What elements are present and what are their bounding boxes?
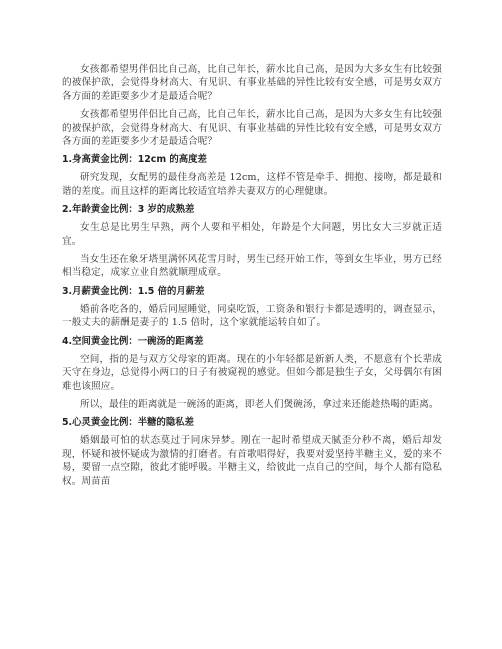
section-height (62, 153, 442, 198)
section-salary (62, 285, 442, 330)
document-body (62, 63, 442, 493)
section-paragraph: 婚姻最可怕的状态莫过于同床异梦。刚在一起时希望成天腻歪分秒不离，婚后却发现，怀疑和被怀疑成为激情的打磨者。有首歌唱得好，我要对爱坚持半糖主义，爱的来不易，要留一点空隙，彼此才能呼吸。半糖主义，给彼此一点自己的空间，每个人都有隐私权。周苗苗 (62, 435, 442, 487)
section-heart (62, 416, 442, 488)
section-heading: 1.身高黄金比例：12cm 的高度差 (62, 154, 207, 166)
section-space (62, 335, 442, 412)
intro-paragraph-1: 女孩都希望男伴侣比自己高，比自己年长，薪水比自己高，是因为大多女生有比较强的被保护欲，会觉得身材高大、有见识、有事业基础的异性比较有安全感，可是男女双方各方面的差距要多少才是最适合呢？ (62, 64, 442, 102)
section-age (62, 203, 442, 280)
intro-paragraph-2: 女孩都希望男伴侣比自己高，比自己年长，薪水比自己高，是因为大多女生有比较强的被保护欲，会觉得身材高大、有见识、有事业基础的异性比较有安全感，可是男女双方各方面的差距要多少才是最适合呢？ (62, 109, 442, 148)
section-heading: 2.年龄黄金比例：3 岁的成熟差 (62, 204, 195, 216)
section-paragraph: 女生总是比男生早熟，两个人要和平相处，年龄是个大问题，男比女大三岁就正适宜。 (62, 222, 442, 247)
section-paragraph: 所以，最佳的距离就是一碗汤的距离，即老人们煲碗汤，拿过来还能趁热喝的距离。 (80, 398, 439, 410)
section-heading: 4.空间黄金比例：一碗汤的距离差 (62, 335, 204, 347)
section-heading: 3.月薪黄金比例：1.5 倍的月薪差 (62, 285, 205, 297)
section-paragraph: 空间，指的是与双方父母家的距离。现在的小年轻都是新新人类，不愿意有个长辈成天守在身边，总觉得小两口的日子有被窥视的感觉。但如今都是独生子女，父母偶尔有困难也该照应。 (62, 353, 442, 392)
section-paragraph: 当女生还在象牙塔里满怀风花雪月时，男生已经开始工作，等到女生毕业，男方已经相当稳定，成家立业自然就顺理成章。 (62, 254, 442, 279)
section-heading: 5.心灵黄金比例：半糖的隐私差 (62, 417, 194, 429)
section-paragraph: 婚前各吃各的，婚后同屋睡觉，同桌吃饭，工资条和银行卡都是透明的，调查显示，一般丈夫的薪酬是妻子的 1.5 倍时，这个家就能运转自如了。 (62, 303, 442, 329)
section-paragraph: 研究发现，女配男的最佳身高差是 12cm，这样不管是牵手、拥抱、接吻，都是最和谐的差度。而且这样的距离比较适宜培养夫妻双方的心理健康。 (62, 172, 442, 197)
